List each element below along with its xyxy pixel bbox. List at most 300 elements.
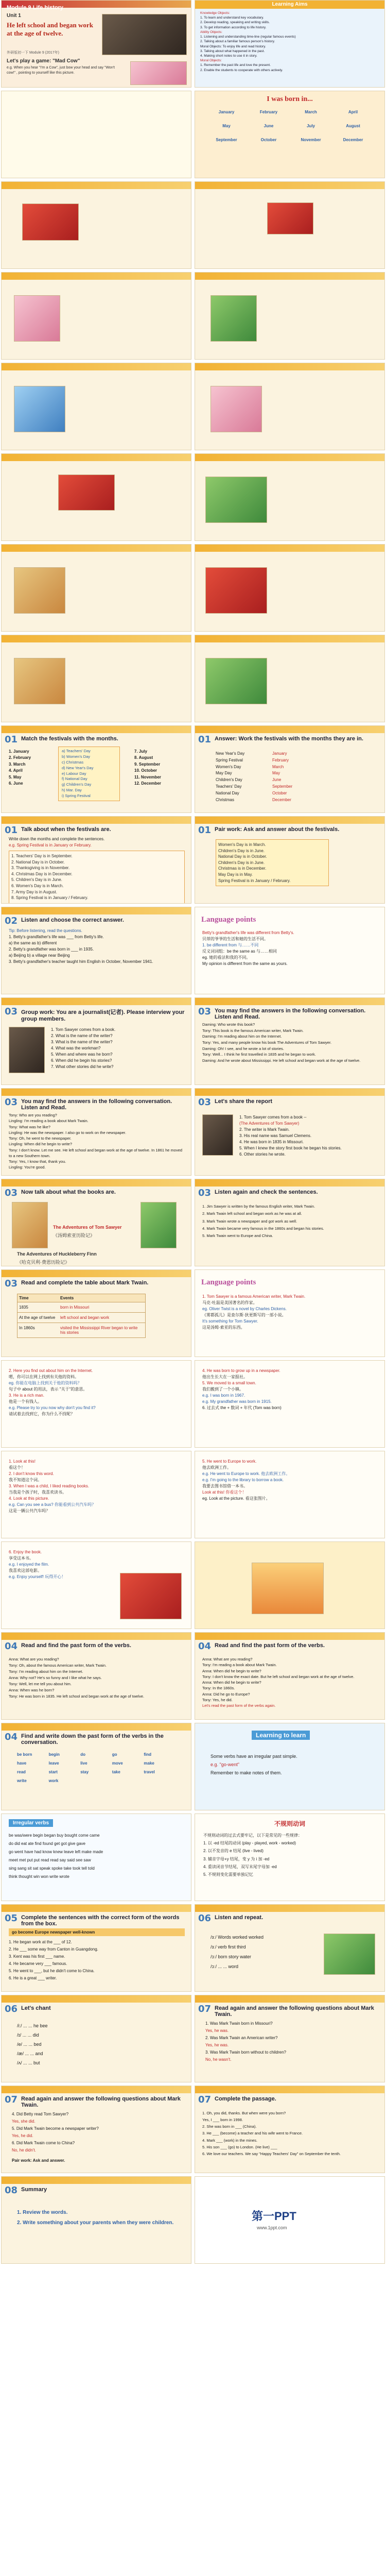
list-item: Tony: Well... I think he first travelled in 1835 and he began to work. [202,1052,316,1057]
list-item: 1. Was Mark Twain born in Missouri? [205,2021,273,2026]
list-item: 看这个！ [9,1465,25,1470]
section-number: 07 [5,2094,18,2105]
list-item: /ɪ/ ... ... did [17,2032,39,2038]
list-item: 2. National Day is in October. [11,859,65,865]
slide-born-in [1,91,191,178]
verb: go [112,1752,117,1757]
list-item: National Day is in October. [218,854,267,859]
slide-check-sentences [195,1179,385,1266]
slide-title: Read and find the past form of the verbs. [215,1642,325,1649]
list-item: h) Mar. Day [62,788,82,793]
example: e.g. Spring Festival is in January or February. [9,843,92,848]
slide-bar [2,2086,191,2093]
list-item: My opinion is different from the same as yours. [202,961,288,966]
slide-bar [195,635,384,642]
slide-bar [195,1089,384,1096]
list-item: Some verbs have an irregular past simple. [210,1754,297,1759]
list-item: Anna: Did he go to Europe? [202,1691,250,1697]
list-item: 6. June [9,781,23,786]
slide-bar [2,1723,191,1731]
list-item: Tony: He was born in 1835. He left school and began work at the age of twelve. [9,1694,145,1699]
slide-festival [1,544,191,632]
game-title: Let's play a game: "Mad Cow" [7,58,80,64]
aim-line: 1. To learn and understand key vocabulary. [200,16,264,20]
list-item: 4. He became very ___ famous. [9,1961,67,1966]
list-item: 2. She was born in ___ (China). [202,2124,257,2129]
slide-bar [2,1089,191,1096]
list-item: Daming: And he wrote about Mississippi. He left school and began work at the age of twelve. [202,1058,361,1063]
list-item: 这是汤姆·索亚的东西。 [202,1325,245,1330]
slide-title: Find and write down the past form of the verbs in the conversation. [21,1733,164,1745]
month-label: May [222,124,231,128]
game-photo [130,61,187,85]
month-label: December [343,138,363,142]
slide-body [210,1752,374,1777]
list-item: e.g. Please try to you now why don't you find it? [9,1405,96,1410]
list-item: Anna: What are you reading? [9,1657,59,1662]
row [0,725,386,813]
slide-share-report [195,1088,385,1176]
slide-bar [2,1995,191,2003]
list-item: /ɜː/ verb first third [210,1944,246,1950]
list-item: 10. October [134,768,157,773]
section-number: 04 [5,1641,18,1652]
table-cell: visited the Mississippi River began to write his stories [60,1326,138,1335]
credit-text: 外研版初一下 Module 9 (2017年) [7,51,59,55]
row [0,997,386,1085]
table-cell: May Day [216,771,232,776]
list-item: 5. His son ___ (go) to London. (He live) ___ [202,2144,277,2149]
month-grid [205,110,374,142]
slide-title: Let's share the report [215,1098,273,1105]
row [0,1451,386,1538]
slide-bar [195,545,384,552]
slide-bar [2,817,191,824]
row [0,91,386,178]
list-item: think thought win won write wrote [9,1874,69,1879]
table-cell: February [272,757,289,762]
list-item: Tony: Who are you reading? [9,1113,57,1117]
slide-title: Read again and answer the following questions about Mark Twain. [215,2005,374,2018]
slide-learning-aims [195,0,385,88]
list-item: Women's Day is in March. [218,842,266,847]
list-item: 句子中 about 的用法，表示 "关于"的意思。 [9,1387,87,1392]
list-item: 8. August [134,755,153,760]
list-item: 12. December [134,781,162,786]
list-item: 5. We moved to a small town. [202,1381,256,1385]
born-title: I was born in... [267,95,313,103]
slide-bar [2,998,191,1005]
verb: have [17,1761,27,1766]
month-column [9,749,31,787]
verb-grid [17,1752,176,1783]
slide-bar [195,1633,384,1640]
chant-list [17,2021,120,2067]
festival-photo [14,386,65,432]
list-item: 2. Betty's grandfather was born in ___ in 1935. [9,947,94,952]
list-item: 5. He went to ___, but he didn't come to China. [9,1969,95,1973]
list-item: 5. Did Mark Twain become a newspaper writer? [12,2126,99,2131]
slide-festival [195,363,385,450]
aim-line: 2. Enable the students to cooperate with others actively. [200,68,283,72]
list-item: 6. 过去式 the + 数词 + 年代 (Tom was born) [202,1405,282,1410]
list-item: c) Christmas [62,759,84,765]
slide-title: Read and find the past form of the verbs. [21,1642,131,1649]
section-number: 02 [5,916,18,926]
list-item: 6. Women's Day is in March. [11,883,64,888]
list-item: e.g. I was born in 1967. [202,1393,245,1398]
slide-body [202,930,378,967]
section-number: 06 [198,1913,212,1924]
table-cell: Children's Day [216,777,242,783]
list-item: Tony: Oh, about the famous American writer, Mark Twain. [9,1663,107,1668]
list-item: 3. Thanksgiving is in November. [11,866,70,871]
list-item: Betty's grandfather's life was different from Betty's. [202,930,294,935]
list-item: sing sang sit sat speak spoke take took tell told [9,1866,95,1871]
slide-body [203,1832,378,1878]
list-item: 3. What is the name of the writer? [51,1040,113,1044]
aim-line: 3. Talking about what happened in the past. [200,49,265,53]
slide-title: Talk about when the festivals are. [21,826,111,833]
slide-past-form [1,1632,191,1720]
list-item: 1. Teachers' Day is in September. [11,854,73,858]
slide-festival [195,181,385,269]
festival-photo [205,477,267,523]
slide-title: Read again and answer the following questions about Mark Twain. [21,2096,181,2108]
list-item: b) Women's Day [62,754,91,759]
section-number: 01 [198,734,212,745]
list-item: /ʌ/ ... ... but [17,2060,40,2065]
list-item: Tony: I don't know. Let me see. He left school and began work at the age of twelve. In 1861 he moved to a new Southern town. [9,1147,183,1158]
list-item: /æ/ ... ... and [17,2051,43,2056]
list-item: 3. Kent was his first ___ name. [9,1954,65,1959]
list-item: Lingling: When did he begin to write? [9,1142,72,1147]
list-item: e.g. Enjoy yourself! 玩得开心！ [9,1574,66,1579]
list-item: 2. Was Mark Twain an American writer? [205,2036,278,2040]
list-item: 6. Enjoy the book. [9,1550,42,1554]
instruction: Write down the months and complete the sentences. [9,837,105,841]
list-item: Tony: I don't know the exact date. But he left school and began work at the age of twelve. [202,1674,355,1679]
slide-bar [2,1270,191,1277]
slide-language-notes [1,1451,191,1538]
slide-title: Irregular verbs [9,1819,53,1827]
list-item: 1. Jim Sawyer is written by the famous English writer, Mark Twain. [202,1204,315,1209]
month-label: March [305,110,317,114]
slide-body [202,1459,378,1502]
list-item: 7. July [134,749,147,754]
row [0,1360,386,1448]
book-title: The Adventures of Tom Sawyer [53,1225,122,1230]
row [0,816,386,904]
list-item: Look at this! 你看这个！ [202,1490,247,1495]
list-item: 我喜欢这部电影。 [9,1568,42,1573]
list-item: 3. His real name was Samuel Clemens. [239,1133,312,1138]
passage-list [202,2110,378,2157]
slide-bar [195,1905,384,1912]
slide-title: Listen and repeat. [215,1914,264,1921]
list-item: 7. Army Day is in August. [11,889,57,894]
list-item: e) Labour Day [62,771,86,776]
slide-language-points [195,907,385,994]
list-item: 1. be different from 与……不同 [202,943,259,947]
table-header: Events [59,1294,145,1302]
list-item: Anna: When did he begin to write? [202,1668,261,1673]
list-item: 6. We love our teachers. We say "Happy Teachers' Day" on September the tenth. [202,2151,341,2156]
list-item: 2. The writer is Mark Twain. [239,1127,290,1132]
illustration [120,1573,182,1619]
list-item: e.g. My grandfather was born in 1915. [202,1399,272,1404]
row [0,907,386,994]
row [0,1179,386,1266]
list-item: Lingling: You're good. [9,1165,46,1170]
row [0,0,386,88]
aim-line: Moral Objects: To enjoy life and read history. [200,44,266,48]
list-item: /ɔː/ born story water [210,1954,252,1959]
list-item: 7. What other stories did he write? [51,1064,114,1069]
verb: start [48,1770,58,1774]
list-item: 4. He was born in 1835 in Missouri. [239,1140,304,1144]
slide-answer-questions [195,1995,385,2082]
festival-photo [205,658,267,704]
slide-answer-festivals [195,725,385,813]
list-item: Tony: In the 1860s. [202,1686,235,1691]
list-item: Yes, I ___ born in 1998. [202,2117,243,2123]
slide-bar [195,182,384,189]
list-item: 2. I don't know this word. [9,1471,54,1476]
table-cell: At the age of twelve [17,1313,59,1323]
section-number: 03 [5,1188,18,1198]
slide-pair-work [195,816,385,904]
row [0,2086,386,2173]
section-number: 01 [5,734,18,745]
list-item: Yes, he did. [12,2133,33,2138]
verb: move [112,1761,123,1766]
aim-line: Knowledge Objects: [200,11,230,15]
slide-summary [1,2176,191,2264]
verb: take [112,1770,120,1774]
table-cell: New Year's Day [216,751,245,756]
list-item: 8. Spring Festival is in January / February. [11,895,89,901]
month-column [134,749,161,787]
list-item: 11. November [134,774,162,779]
list-item: Tony: I'm reading about him on the Internet. [9,1669,83,1674]
aim-line: 4. Making short notes to use it in story. [200,54,257,58]
list-item: meet met put put read read say said see saw [9,1858,91,1862]
slide-blank-illustration [195,1541,385,1629]
month-label: June [264,124,274,128]
list-item: Tony: What was he like? [9,1124,50,1129]
list-item: 2. 以不发音的 e 结尾 (live - lived) [203,1849,264,1854]
illustration [324,1934,375,1975]
list-item: Tony: Yes, I know that, thank you. [9,1159,66,1164]
list-item: 3. Betty's grandfather's teacher taught him English in October, November 1941. [9,959,153,964]
row [0,181,386,269]
slide-language-notes [195,1451,385,1538]
section-number: 03 [198,1188,212,1198]
verb: begin [48,1752,60,1757]
list-item: 他是一个有钱人。 [9,1399,42,1404]
list-item: /e/ ... ... bed [17,2042,42,2047]
verb: write [17,1778,27,1783]
list-item: /ɔː/ ... ... word [210,1963,239,1969]
list-item: 2. Mark Twain left school and began work as he was at all. [202,1211,302,1216]
slide-bar [2,2177,191,2184]
list-item: Anna: What are you reading? [202,1657,253,1662]
verb: live [80,1761,87,1766]
list-item: 《雾都孤儿》是查尔斯·狄更斯写的一部小说。 [202,1313,286,1317]
section-number: 03 [198,1097,212,1108]
module-title: Module 9 Life history [7,5,64,11]
list-item: 2. What is the name of the writer? [51,1033,113,1038]
slide-bar [195,1995,384,2003]
slide-festival [1,453,191,541]
report-list [239,1114,379,1158]
list-item: 2. Here you find out about him on the Internet. [9,1368,93,1373]
list-item: 4. What was the workman? [51,1046,101,1050]
list-item: 6. Did Mark Twain come to China? [12,2141,75,2145]
list-item: 1. He began work at the ___ of 12. [9,1940,72,1944]
festival-photo [210,295,257,342]
slide-body [9,928,185,965]
list-item: Tony: Yes, and many people know his book The Adventures of Tom Sawyer. [202,1040,332,1045]
list-item: Children's Day is in June. [218,848,265,853]
list-item: Tony: I'm reading a book about Mark Twain. [202,1663,277,1668]
slide-group-work [1,997,191,1085]
list-item: 4. Look at this picture. [9,1496,49,1501]
month-label: April [348,110,358,114]
book-cover [12,1202,48,1248]
slide-language-notes [1,1360,191,1448]
slide-festival [195,544,385,632]
list-item: e.g. I'm going to the library to borrow a book. [202,1478,284,1482]
verb: do [80,1752,85,1757]
list-item: a) Beijing b) a village near Beijing [9,953,70,958]
list-item: a) the same as b) different [9,941,57,945]
slide-festival [195,453,385,541]
dialogue [9,1656,186,1700]
slide-body [9,1368,185,1417]
slide-past-form-2 [195,1632,385,1720]
list-item: /ɜː/ Words worked worked [210,1935,264,1940]
slide-bar [195,273,384,280]
list-item: 我要去图书馆借一本书。 [202,1484,248,1488]
list-item: 5. May [9,774,22,779]
slide-title: Listen again and check the sentences. [215,1189,318,1195]
list-item: e.g. I enjoyed the film. [9,1562,49,1567]
book-cover [141,1202,177,1248]
festival-photo [205,567,267,614]
slide-irregular-verbs [1,1814,191,1901]
slide-title: Learning to learn [252,1731,310,1740]
list-item: go went have had know knew leave left make made [9,1850,103,1854]
table-cell: Women's Day [216,764,241,769]
list-item: 3. Mark Twain wrote a newspaper and got work as well. [202,1218,297,1224]
slide-bar [195,998,384,1005]
list-item: 马克·吐温是美国著名的作家。 [202,1300,257,1305]
row [0,1904,386,1992]
slide-complete-sentences [1,1904,191,1992]
list-item: Christmas is in December. [218,866,267,871]
aims-heading: Learning Aims [272,2,308,7]
section-number: 04 [5,1732,18,1742]
list-item: May Day is in May. [218,872,253,877]
slide-title: Now talk about what the books are. [21,1189,116,1195]
row [0,453,386,541]
slide-title: Listen and choose the correct answer. [21,917,124,923]
table-cell: National Day [216,790,239,795]
footer-note: Pair work: Ask and answer. [12,2158,65,2163]
list-item: 4. Did Betty read Tom Sawyer? [12,2112,69,2116]
list-item: 他去欧洲工作。 [202,1465,231,1470]
list-item: 1. Tom Sawyer comes from a book -- [239,1115,307,1120]
list-item: 5. Mark Twain went to Europe and China. [202,1233,273,1238]
list-item: 6. Other stories he wrote. [239,1152,286,1157]
list-item: 1. Tom Sawyer is a famous American writer, Mark Twain. [202,1294,306,1299]
table-cell: June [272,777,282,783]
table-cell: March [272,764,284,769]
list-item: 1. January [9,749,29,754]
slide-bar [195,363,384,370]
brand-url: www.1ppt.com [257,2225,287,2230]
slide-body [9,836,185,904]
aim-line: 2. Talking about a familiar famous person's history. [200,40,275,44]
month-label: November [301,138,321,142]
list-item: 3. When I was a child, I liked reading books. [9,1484,90,1488]
qa-list [205,2020,378,2063]
list-item: 享受这本书。 [9,1556,33,1561]
list-item: Tony: Yes, he did. [202,1697,233,1702]
list-item: eg. 你能在电脑上找到关于他的资料吗？ [9,1381,82,1385]
list-item: f) National Day [62,776,87,782]
festival-photo [58,474,115,511]
list-item: 1. Betty's grandfather's life was ___ from Betty's life. [9,935,104,939]
summary-list [17,2208,181,2228]
list-item: Spring Festival is in January / February. [218,878,291,883]
slide-bar [2,182,191,189]
slide-festival [1,363,191,450]
list-item: 他出生长大在一家报社。 [202,1375,248,1379]
list-item: eg. 她的看法和我的不同。 [202,955,251,960]
slide-title: Summary [21,2187,47,2193]
slide-listen-choose [1,907,191,994]
list-item: 4. Mark Twain became very famous in the 1860s and began his stories. [202,1226,324,1231]
list-item: i) Spring Festival [62,793,91,798]
aim-line: 1. Listening and understanding time-line (regular famous events) [200,35,296,39]
slide-complete-table [1,1269,191,1357]
tip: Tip: Before listening, read the questions. [9,928,82,933]
slide-title [1,0,191,88]
list-item: 6. He is a great ___ writer. [9,1976,57,1980]
section-number: 07 [198,2094,212,2105]
slide-title: 不规则动词 [274,1820,305,1827]
slide-body [202,1368,378,1411]
verb: travel [144,1770,155,1774]
list-item: 2. Write something about your parents when they were children. [17,2220,174,2226]
slide-talk-festivals [1,816,191,904]
row [0,1269,386,1357]
list-item: 这是一辆公共汽车吗？ [9,1509,50,1513]
slide-title: You may find the answers in the following conversation. Listen and Read. [21,1098,172,1111]
festival-photo [14,295,60,342]
list-item: e.g. "go-went" [210,1762,239,1768]
list-item: eg. Look at the picture. 看这张图片。 [202,1496,270,1501]
list-item: 当我是个孩子时，我喜欢读书。 [9,1490,66,1495]
list-item: 6. When did he begin his stories? [51,1058,112,1063]
month-label: September [216,138,237,142]
festival-photo [14,658,65,704]
list-item: 3. Was Mark Twain born without to children? [205,2050,286,2055]
slide-grammar-notes [195,1814,385,1901]
